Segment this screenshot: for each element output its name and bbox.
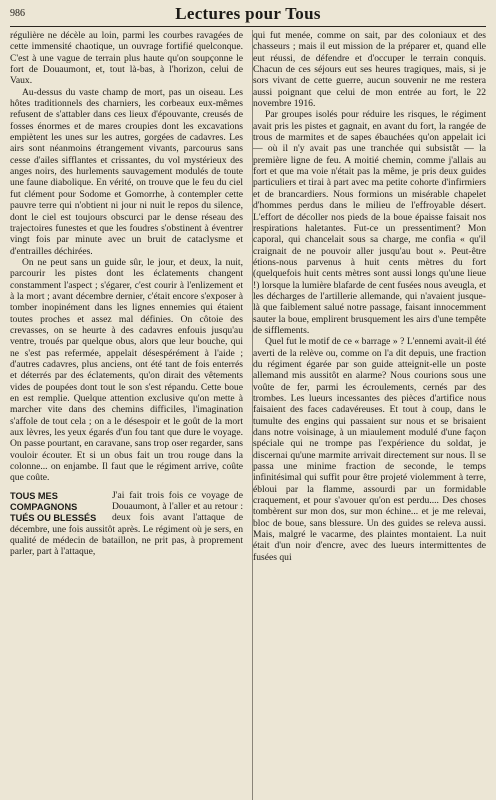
section-heading-line: COMPAGNONS: [10, 501, 78, 512]
page-number: 986: [10, 8, 25, 19]
page-header: [10, 4, 486, 27]
paragraph: régulière ne décèle au loin, parmi les courbes ravagées de cette immensité chaotique, un ouvrage fortifié quelconque. C'est à une vague de terrain plus haute qu'on soupçonne le fort de Douaumont, et, tout là-bas, à l'horizon, celui de Vaux.: [10, 30, 243, 87]
paragraph: Par groupes isolés pour réduire les risques, le régiment avait pris les pistes et gagnait, en avant du fort, la rangée de trous de marmites et de sapes ébauchées qu'on appelait ici — où il n'y avait pas une tranchée qui subsistât — la première ligne de feu. A moitié chemin, comme j'allais au fort et que ma voie n'était pas la même, je pris deux guides particuliers et tirai à part avec ma petite cohorte d'infirmiers et de brancardiers. Nous formions un misérable chapelet d'hommes perdus dans le milieu de l'effroyable désert. L'effort de décoller nos pieds de la boue épaisse faisait nos respirations haletantes. Fut-ce un pressentiment? Mon caporal, qui chancelait sous sa charge, me confia « qu'il craignait de ne pouvoir aller jusqu'au bout ». Peut-être étions-nous parvenus à huit cents mètres du fort (quelquefois huit cents mètres sont aussi longs qu'une lieue !) lorsque la lumière blafarde de cent fusées nous aveugla, et les décharges de l'artillerie allemande, qui n'avaient jusque-là que faiblement salué notre passage, faisant innocemment sauter la boue, emplirent brusquement les airs d'une tempête de sifflements.: [253, 109, 486, 336]
section-paragraph: J'ai fait trois fois ce voyage de Douaumont, à l'aller et au retour : deux fois avant l'attaque de décembre, une fois aussitôt après. Le régiment où je sers, en qualité de médecin de bataillon, ne prit pas, à proprement parler, part à l'attaque,: [10, 489, 243, 558]
paragraph: Quel fut le motif de ce « barrage » ? L'ennemi avait-il été averti de la relève ou, comme on l'a dit depuis, une fraction du régiment égarée par son guide atteignit-elle un poste allemand mis aussitôt en alarme? Nous courions sous une voûte de fer, parmi les écroulements, cernés par des trombes. Les lueurs incessantes des pièces d'artifice nous faisaient des faces cadavéreuses. Et tout à coup, dans le tumulte des engins qui passaient sur nous et se brisaient dans notre voisinage, à un miaulement modulé d'une façon spéciale qui ne trompe pas l'expérience du soldat, je discernai qu'une marmite arrivait directement sur nous. Il se passa une minime fraction de seconde, le temps infinitésimal qui suffit pour être projeté violemment à terre, ébloui par la flamme, assourdi par un formidable craquement, et pour s'avouer qu'on est perdu.... Des choses tombèrent sur mon dos, sur mon échine... et je me relevai, bloc de boue, sans blessure. Un des guides se releva aussi. Mais, malgré le vacarme, des plaintes montaient. La nuit était d'un noir d'encre, avec des lueurs intermittentes de fusées qui: [253, 336, 486, 563]
paragraph: Au-dessus du vaste champ de mort, pas un oiseau. Les hôtes traditionnels des charniers, les corbeaux eux-mêmes refusent de s'attabler dans ces lieux d'épouvante, creusés de fosses énormes et de mares croupies dont les excavations empiètent les unes sur les autres, gorgées de cadavres. Les airs sont néanmoins étrangement vivants, parcourus sans cesse d'ailes sifflantes et crissantes, du vol mystérieux des anges noirs, des hurlements sauvagement modulés de toute une faune diabolique. En vérité, on trouve que le feu du ciel fut clément pour Sodome et Gomorrhe, à contempler cette pauvre terre qui n'obtient ni jour ni nuit le repos du silence, dont le ciel est toujours obscurci par le dense réseau des trajectoires funestes et que les foudres s'obstinent à éventrer vingt fois par minute avec un bruit de cataclysme et d'entrailles déchirées.: [10, 86, 243, 257]
right-column: [253, 30, 486, 800]
text-columns: [10, 30, 486, 800]
paragraph: qui fut menée, comme on sait, par des coloniaux et des chasseurs ; mais il eut mission de la préparer et, quand elle eut réussi, de défendre et d'occuper le terrain conquis. Chacun de ces séjours eut ses heures tragiques, mais, si je sors vivant de cette guerre, aucun souvenir ne me restera aussi poignant que celui de mon entrée au fort, le 22 novembre 1916.: [253, 30, 486, 110]
paragraph: On ne peut sans un guide sûr, le jour, et deux, la nuit, parcourir les pistes dont les éclatements changent constamment l'aspect ; s'égarer, c'est courir à l'enlizement et à la mort ; avant décembre dernier, c'était encore s'exposer à tomber inopinément dans les lignes ennemies qui étaient toutes proches et assez mal définies. On côtoie des crevasses, on se heurte à des cadavres enfouis jusqu'au ventre, troués par quelque obus, alors que leur bouche, qui ne s'est pas refermée, appelait désespérément à l'aide ; d'autres cadavres, plus anciens, ont été tant de fois enterrés et déterrés par des éclatements, qu'on dirait des vêtements vides de poupées dont tout le son s'est répandu. Cette boue en est remplie. Quelque attention exclusive qu'on mette à marcher vite dans des chemins difficiles, l'imagination s'affole de tout cela ; on a le désespoir et le goût de la mort aux lèvres, les yeux égarés d'un fou tant que dure le voyage. On passe pourtant, en caravane, sans trop oser regarder, sans vouloir écouter. Et si un obus fait un trou rouge dans la colonne... on enjambe. Il faut que le régiment arrive, coûte que coûte.: [10, 256, 243, 484]
section: [10, 490, 243, 558]
section-heading: [10, 491, 106, 524]
section-heading-line: TUÉS OU BLESSÉS: [10, 512, 97, 523]
section-heading-line: TOUS MES: [10, 490, 58, 501]
column-divider: [252, 30, 253, 800]
left-column: [10, 30, 243, 800]
page-title: Lectures pour Tous: [175, 4, 321, 23]
